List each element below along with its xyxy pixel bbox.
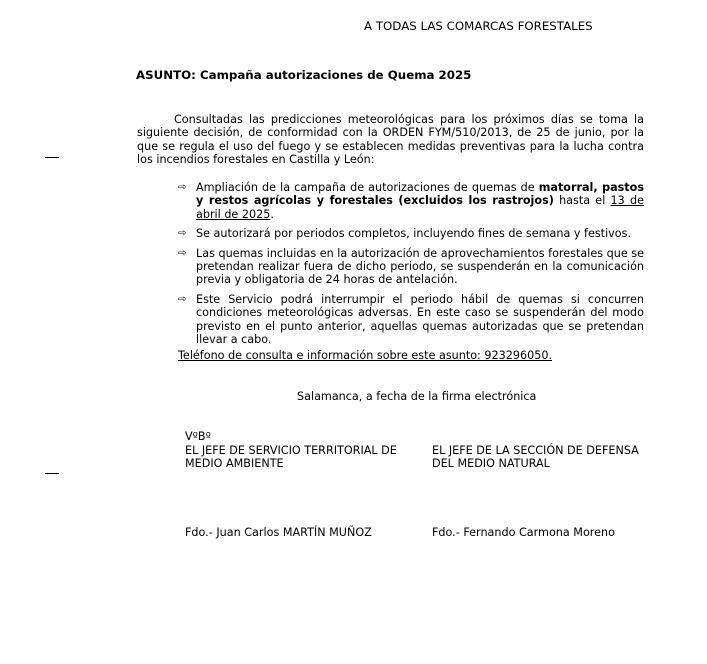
intro-text: Consultadas las predicciones meteorológicas para los próximos días se toma la siguiente decisión, de conformidad con la ORDEN FYM/510/2013, de 25 de junio, por la que se regula el uso del fuego y se establecen medidas preventivas para la lucha contra los incendios forestales en Castilla y León: [137,113,644,167]
list-item [178,247,644,287]
item-text-bold: matorral, pastos y restos agrícolas y forestales (excluidos los rastrojos) [196,181,644,208]
fold-mark-bottom [45,473,59,474]
list-item [178,227,644,240]
approval-mark: VºBº [185,430,211,443]
subject-line: ASUNTO: Campaña autorizaciones de Quema 2025 [136,68,472,82]
arrow-right-icon: ⇨ [178,293,187,305]
signer-title-left: EL JEFE DE SERVICIO TERRITORIAL DE MEDIO AMBIENTE [185,444,397,471]
measures-list [178,181,644,352]
fold-mark-top [45,157,59,158]
signed-by-right: Fdo.- Fernando Carmona Moreno [432,526,615,539]
recipient-line: A TODAS LAS COMARCAS FORESTALES [364,19,593,33]
item-text: Las quemas incluidas en la autorización de aprovechamientos forestales que se pretendan realizar fuera de dicho periodo, se suspenderán en la comunicación previa y obligatoria de 24 horas de antelación. [196,246,644,287]
signed-by-left: Fdo.- Juan Carlos MARTÍN MUÑOZ [185,526,372,539]
item-text-pre: Ampliación de la campaña de autorizaciones de quemas de [196,181,539,194]
contact-phone-line: Teléfono de consulta e información sobre este asunto: 923296050. [178,349,553,362]
list-item [178,181,644,221]
arrow-right-icon: ⇨ [178,182,187,193]
arrow-right-icon: ⇨ [178,228,187,240]
list-item [178,293,644,347]
item-text-post: . [270,207,274,221]
signer-title-right: EL JEFE DE LA SECCIÓN DE DEFENSA DEL MEDIO NATURAL [432,444,639,471]
item-text: Este Servicio podrá interrumpir el periodo hábil de quemas si concurren condiciones meteorológicas adversas. En este caso se suspenderán del modo previsto en el punto anterior, aquellas quemas autorizadas que se pretendan llevar a cabo. [196,292,644,347]
item-text: Se autorizará por periodos completos, incluyendo fines de semana y festivos. [196,227,632,241]
item-text-mid: hasta el [553,194,611,208]
place-date-line: Salamanca, a fecha de la firma electrónica [297,390,537,403]
intro-paragraph [137,113,644,167]
deadline-date: 13 de abril de 2025 [196,194,644,221]
arrow-right-icon: ⇨ [178,247,187,259]
